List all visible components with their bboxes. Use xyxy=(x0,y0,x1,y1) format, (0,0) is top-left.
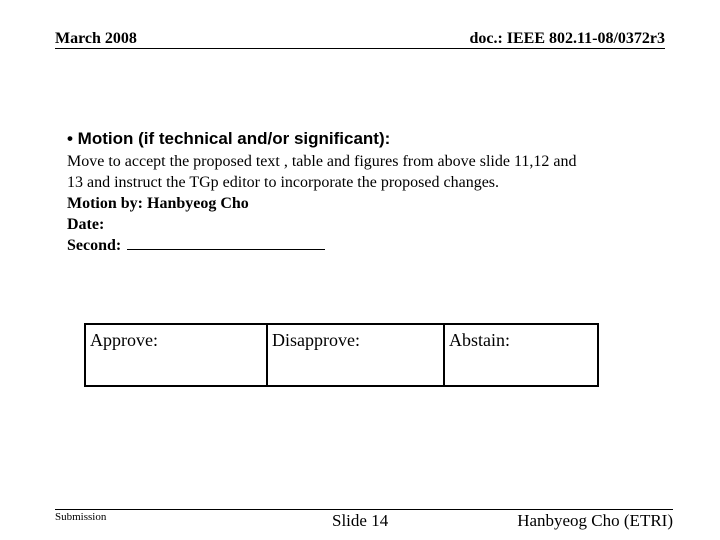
second-label: Second: xyxy=(67,237,122,254)
footer-submission: Submission xyxy=(55,511,107,523)
header-doc-id: doc.: IEEE 802.11-08/0372r3 xyxy=(469,30,665,47)
abstain-cell: Abstain: xyxy=(443,325,597,385)
motion-heading: • Motion (if technical and/or significant): xyxy=(67,129,391,148)
footer-rule xyxy=(55,509,673,510)
header-date: March 2008 xyxy=(55,30,137,47)
second-blank-line xyxy=(127,237,325,250)
motion-body xyxy=(67,151,667,256)
approve-cell: Approve: xyxy=(90,330,158,350)
motion-date-label: Date: xyxy=(67,216,105,233)
vote-table xyxy=(84,323,599,387)
footer-author: Hanbyeog Cho (ETRI) xyxy=(517,511,673,530)
second-row xyxy=(67,235,667,256)
motion-text-line-2: 13 and instruct the TGp editor to incorporate the proposed changes. xyxy=(67,174,500,191)
motion-text-line-1: Move to accept the proposed text , table and figures from above slide 11,12 and xyxy=(67,153,577,170)
disapprove-cell: Disapprove: xyxy=(266,325,443,385)
footer-slide-number: Slide 14 xyxy=(332,511,389,530)
motion-by: Motion by: Hanbyeog Cho xyxy=(67,195,249,212)
header-rule xyxy=(55,48,665,49)
